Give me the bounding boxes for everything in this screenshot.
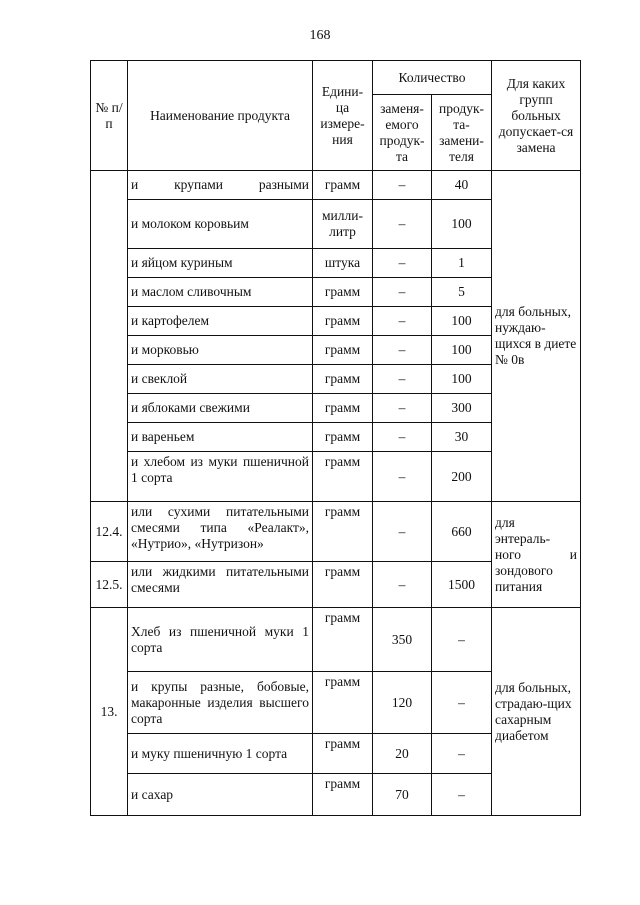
unit-cell: грамм [313,365,373,394]
row-num [91,171,128,502]
unit-cell: грамм [313,394,373,423]
unit-cell: милли-литр [313,200,373,249]
unit-cell: грамм [313,734,373,774]
product-name: и свеклой [128,365,313,394]
replaced-qty: – [373,336,432,365]
replaced-qty: – [373,249,432,278]
replacing-qty: 100 [432,307,492,336]
replaced-qty: – [373,278,432,307]
product-name: или жидкими питательными смесями [128,562,313,608]
unit-cell: грамм [313,307,373,336]
replaced-qty: – [373,452,432,502]
header-row [91,61,581,95]
replaced-qty: 350 [373,608,432,672]
product-name: и молоком коровьим [128,200,313,249]
replacing-qty: 100 [432,365,492,394]
unit-cell: грамм [313,452,373,502]
replacing-qty: 1 [432,249,492,278]
replaced-qty: – [373,200,432,249]
header-groups: Для каких групп больных допускает-ся замена [492,61,581,171]
table-row [91,608,581,672]
replacing-qty: 5 [432,278,492,307]
header-replaced: заменя-емого продук-та [373,95,432,171]
unit-cell: грамм [313,608,373,672]
unit-cell: грамм [313,774,373,816]
replacing-qty: 1500 [432,562,492,608]
product-name: и маслом сливочным [128,278,313,307]
replaced-qty: – [373,502,432,562]
replacing-qty: – [432,774,492,816]
product-name: и картофелем [128,307,313,336]
replacing-qty: – [432,608,492,672]
product-name: и крупами разными [128,171,313,200]
replacing-qty: 300 [432,394,492,423]
product-name: и муку пшеничную 1 сорта [128,734,313,774]
product-name: или сухими питательными смесями типа «Реалакт», «Нутрио», «Нутризон» [128,502,313,562]
replaced-qty: – [373,365,432,394]
replacing-qty: 30 [432,423,492,452]
replaced-qty: – [373,307,432,336]
product-name: Хлеб из пшеничной муки 1 сорта [128,608,313,672]
replaced-qty: 120 [373,672,432,734]
replaced-qty: 20 [373,734,432,774]
substitution-table [90,60,581,816]
unit-cell: штука [313,249,373,278]
row-num: 12.5. [91,562,128,608]
group-line: ного и [495,546,578,562]
header-name: Наименование продукта [128,61,313,171]
table-row [91,502,581,562]
product-name: и яйцом куриным [128,249,313,278]
header-num: № п/п [91,61,128,171]
group-cell: для больных, страдаю-щих сахарным диабетом [492,608,581,816]
product-name: и сахар [128,774,313,816]
row-num: 13. [91,608,128,816]
header-replacing: продук-та-замени-теля [432,95,492,171]
row-num: 12.4. [91,502,128,562]
group-cell [492,502,581,608]
page-number: 168 [309,28,331,43]
group-line: для [495,514,515,530]
product-name: и яблоками свежими [128,394,313,423]
unit-cell: грамм [313,171,373,200]
unit-cell: грамм [313,502,373,562]
replacing-qty: 100 [432,200,492,249]
header-unit: Едини-ца измере-ния [313,61,373,171]
header-quantity: Количество [373,61,492,95]
replacing-qty: 660 [432,502,492,562]
replaced-qty: – [373,394,432,423]
replaced-qty: – [373,171,432,200]
product-name: и морковью [128,336,313,365]
replacing-qty: – [432,672,492,734]
replaced-qty: 70 [373,774,432,816]
product-name: и вареньем [128,423,313,452]
replaced-qty: – [373,562,432,608]
group-line: зондового питания [495,562,553,594]
replacing-qty: 40 [432,171,492,200]
replacing-qty: 200 [432,452,492,502]
unit-cell: грамм [313,278,373,307]
unit-cell: грамм [313,336,373,365]
unit-cell: грамм [313,562,373,608]
unit-cell: грамм [313,423,373,452]
unit-cell: грамм [313,672,373,734]
replaced-qty: – [373,423,432,452]
group-line: энтераль- [495,530,551,546]
product-name: и крупы разные, бобовые, макаронные изделия высшего сорта [128,672,313,734]
group-cell: для больных, нуждаю-щихся в диете № 0в [492,171,581,502]
replacing-qty: – [432,734,492,774]
replacing-qty: 100 [432,336,492,365]
table-row [91,171,581,200]
product-name: и хлебом из муки пшеничной 1 сорта [128,452,313,502]
